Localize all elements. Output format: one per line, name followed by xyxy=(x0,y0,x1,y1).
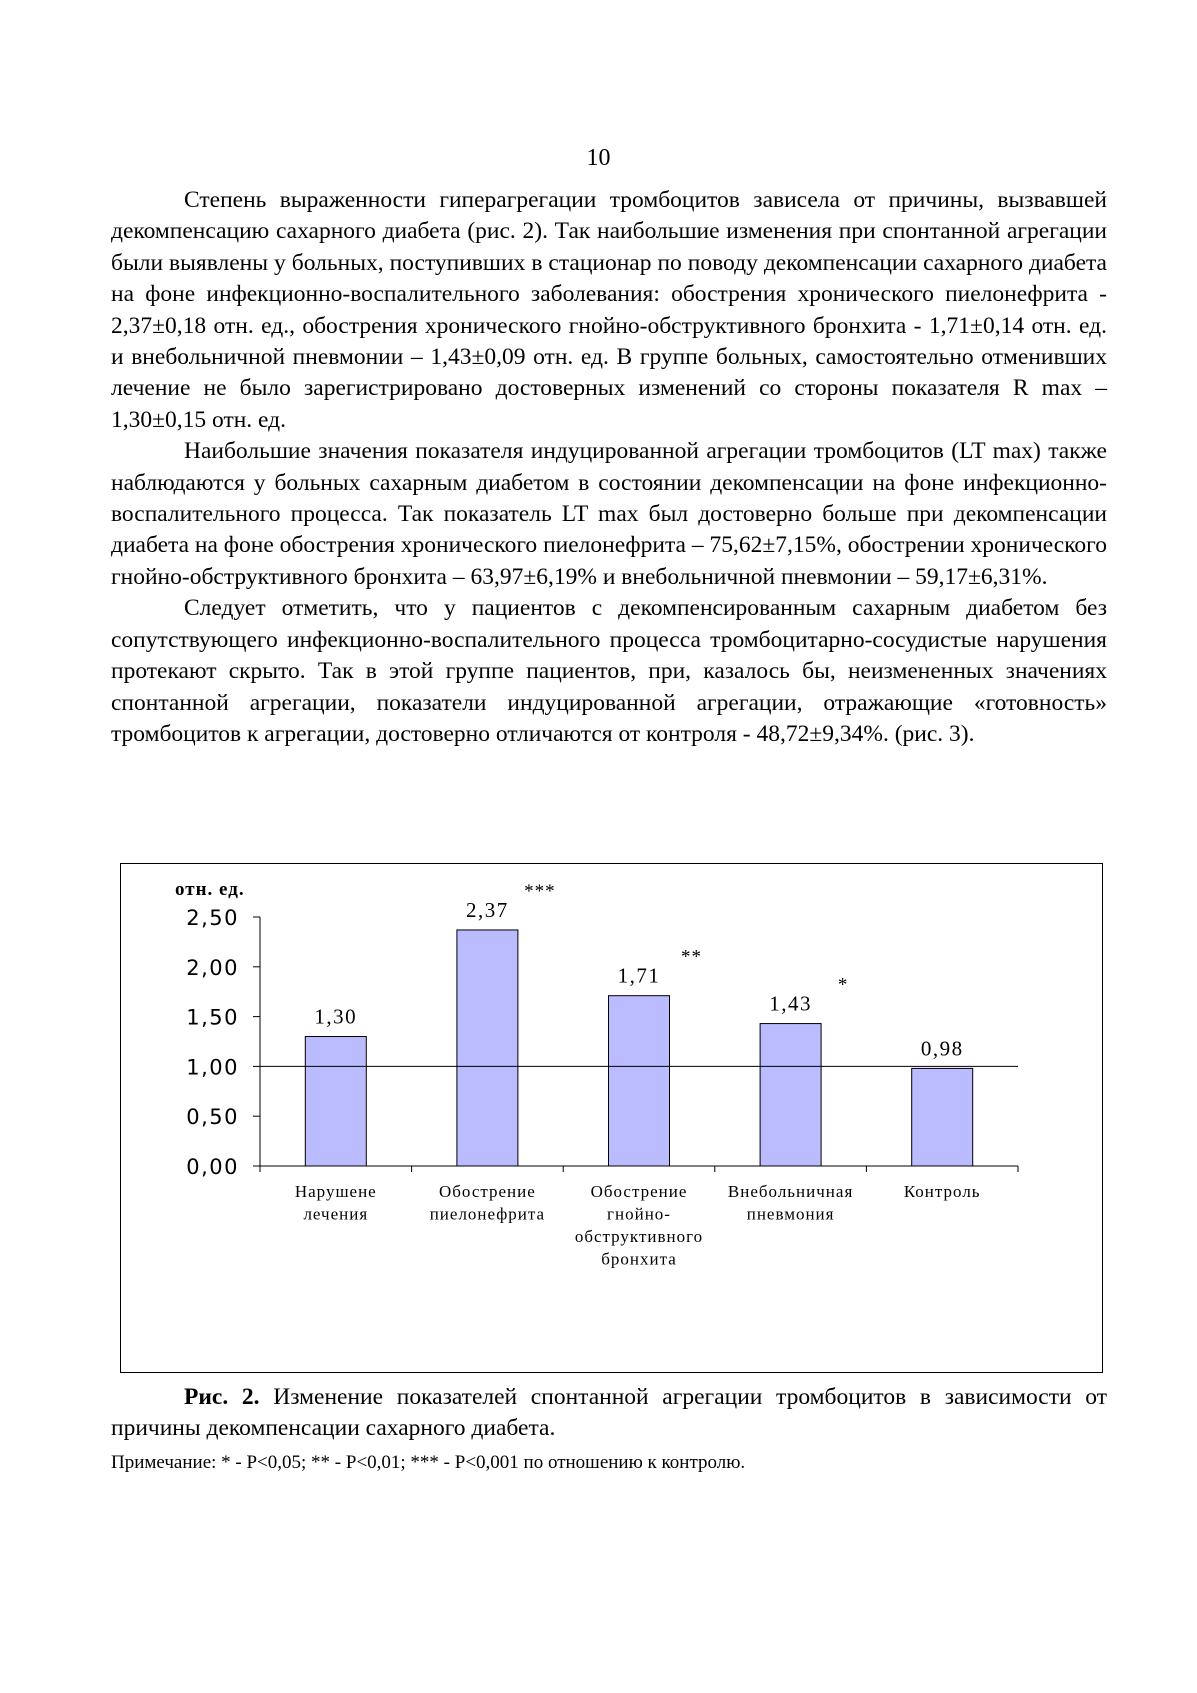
bar-value-label: 1,43 xyxy=(769,991,812,1016)
bar xyxy=(912,1068,973,1166)
page-number: 10 xyxy=(586,145,611,171)
paragraph-1: Степень выраженности гиперагрегации тромбоцитов зависела от причины, вызвавшей декомпенсацию сахарного диабета (рис. 2). Так наибольшие изменения при спонтанной агрегации были выявлены у больных, поступивших в стационар по поводу декомпенсации сахарного диабета на фоне инфекционно-воспалительного заболевания: обострения хронического пиелонефрита - 2,37±0,18 отн. ед., обострения хронического гнойно-обструктивного бронхита - 1,71±0,14 отн. ед. и внебольничной пневмонии – 1,43±0,09 отн. ед. В группе больных, самостоятельно отменивших лечение не было зарегистрировано достоверных изменений со стороны показателя R max – 1,30±0,15 отн. ед. xyxy=(111,187,1107,433)
figure-caption xyxy=(111,1382,1107,1444)
y-tick-label: 2,50 xyxy=(186,906,239,930)
x-category-label: пиелонефрита xyxy=(429,1204,546,1224)
significance-marker: *** xyxy=(524,880,556,902)
caption-text: Изменение показателей спонтанной агрегации тромбоцитов в зависимости от причины декомпенсации сахарного диабета. xyxy=(111,1384,1107,1441)
y-tick-label: 0,00 xyxy=(186,1155,239,1179)
x-category-label: Обострение xyxy=(590,1182,688,1201)
y-axis-label: отн. ед. xyxy=(175,879,245,900)
x-category-label: Контроль xyxy=(903,1182,981,1201)
bar-value-label: 1,30 xyxy=(314,1004,358,1029)
bar xyxy=(457,930,518,1166)
chart-svg xyxy=(121,864,1104,1374)
y-tick-label: 2,00 xyxy=(186,955,239,980)
x-category-label: пневмония xyxy=(746,1204,835,1224)
x-category-label: лечения xyxy=(303,1204,369,1224)
paragraph-2: Наибольшие значения показателя индуцированной агрегации тромбоцитов (LT max) также наблюдаются у больных сахарным диабетом в состоянии декомпенсации на фоне инфекционно-воспалительного процесса. Так показатель LT max был достоверно больше при декомпенсации диабета на фоне обострения хронического пиелонефрита – 75,62±7,15%, обострении хронического гнойно-обструктивного бронхита – 63,97±6,19% и внебольничной пневмонии – 59,17±6,31%. xyxy=(111,438,1107,590)
figure-bar-chart xyxy=(120,863,1103,1373)
bar-value-label: 1,71 xyxy=(617,963,661,988)
x-category-label: Внебольничная xyxy=(727,1182,854,1201)
body-text xyxy=(111,185,1107,750)
significance-marker: ** xyxy=(681,946,702,968)
y-tick-label: 1,00 xyxy=(186,1055,239,1080)
x-category-label: гнойно- xyxy=(607,1204,671,1224)
x-category-label: обструктивного xyxy=(574,1227,704,1246)
significance-marker: * xyxy=(837,974,849,996)
x-category-label: Нарушене xyxy=(294,1182,377,1201)
paragraph-3: Следует отметить, что у пациентов с декомпенсированным сахарным диабетом без сопутствующего инфекционно-воспалительного процесса тромбоцитарно-сосудистые нарушения протекают скрыто. Так в этой группе пациентов, при, казалось бы, неизмененных значениях спонтанной агрегации, показатели индуцированной агрегации, отражающие «готовность» тромбоцитов к агрегации, достоверно отличаются от контроля - 48,72±9,34%. (рис. 3). xyxy=(111,595,1107,747)
bar xyxy=(609,996,670,1166)
bar xyxy=(305,1037,366,1166)
y-tick-label: 1,50 xyxy=(186,1005,239,1030)
x-category-label: Обострение xyxy=(438,1182,536,1201)
x-category-label: бронхита xyxy=(601,1249,677,1269)
bar xyxy=(760,1024,821,1166)
caption-label: Рис. 2. xyxy=(184,1384,260,1410)
figure-note: Примечание: * - P<0,05; ** - P<0,01; *** - P<0,001 по отношению к контролю. xyxy=(111,1452,746,1473)
bar-value-label: 0,98 xyxy=(920,1036,964,1061)
bar-value-label: 2,37 xyxy=(466,897,509,922)
y-tick-label: 0,50 xyxy=(186,1105,239,1130)
